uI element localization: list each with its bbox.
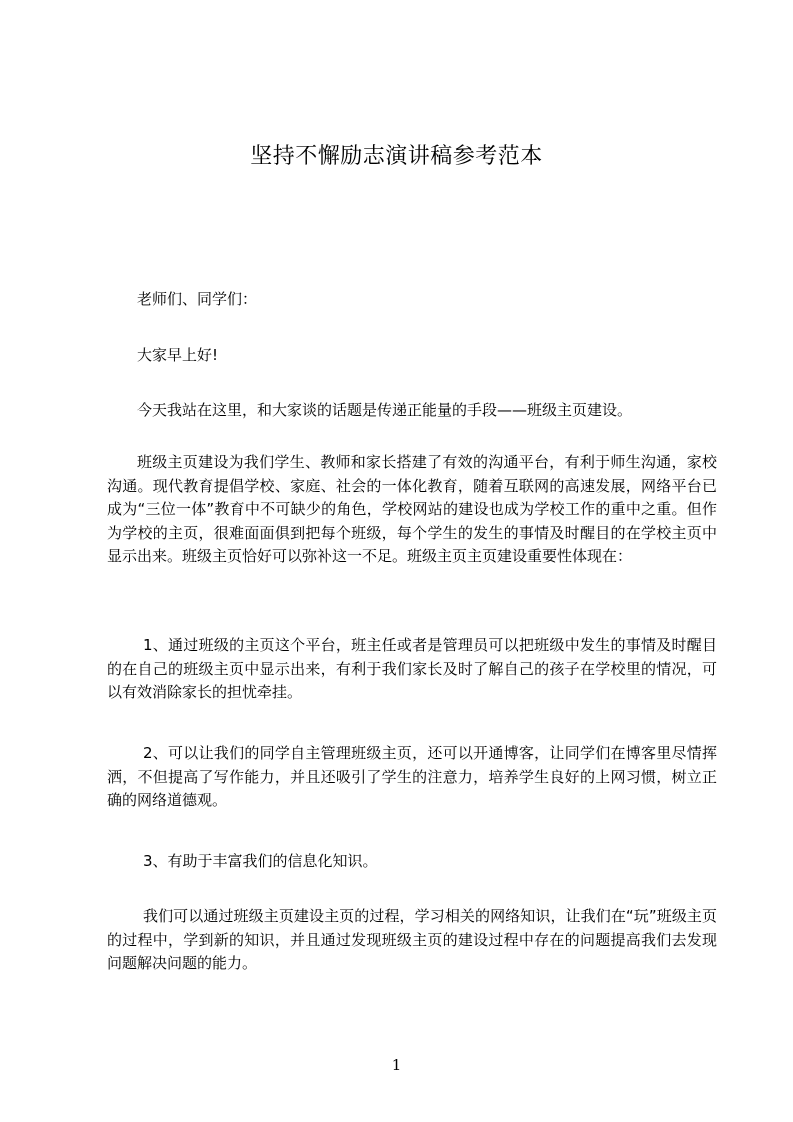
point-2-paragraph: 2、可以让我们的同学自主管理班级主页，还可以开通博客，让同学们在博客里尽情挥洒，不但提高了写作能力，并且还吸引了学生的注意力，培养学生良好的上网习惯，树立正确的网络道德观。 bbox=[107, 744, 717, 809]
document-title: 坚持不懈励志演讲稿参考范本 bbox=[250, 144, 543, 169]
point-3-paragraph: 3、有助于丰富我们的信息化知识。 bbox=[143, 852, 378, 870]
body-paragraph: 班级主页建设为我们学生、教师和家长搭建了有效的沟通平台，有利于师生沟通，家校沟通。现代教育提倡学校、家庭、社会的一体化教育，随着互联网的高速发展，网络平台已成为“三位一体”教育中不可缺少的角色，学校网站的建设也成为学校工作的重中之重。但作为学校的主页，很难面面俱到把每个班级，每个学生的发生的事情及时醒目的在学校主页中显示出来。班级主页恰好可以弥补这一不足。班级主页主页建设重要性体现在： bbox=[107, 453, 717, 565]
greeting-line: 老师们、同学们： bbox=[137, 290, 258, 308]
closing-paragraph: 我们可以通过班级主页建设主页的过程，学习相关的网络知识，让我们在“玩”班级主页的过程中，学到新的知识，并且通过发现班级主页的建设过程中存在的问题提高我们去发现问题解决问题的能力。 bbox=[107, 907, 717, 972]
intro-paragraph: 今天我站在这里，和大家谈的话题是传递正能量的手段——班级主页建设。 bbox=[137, 401, 633, 419]
point-1-paragraph: 1、通过班级的主页这个平台，班主任或者是管理员可以把班级中发生的事情及时醒目的在自己的班级主页中显示出来，有利于我们家长及时了解自己的孩子在学校里的情况，可以有效消除家长的担忧牵挂。 bbox=[107, 636, 717, 701]
salutation-line: 大家早上好! bbox=[137, 346, 219, 364]
page-number: 1 bbox=[391, 1056, 402, 1074]
